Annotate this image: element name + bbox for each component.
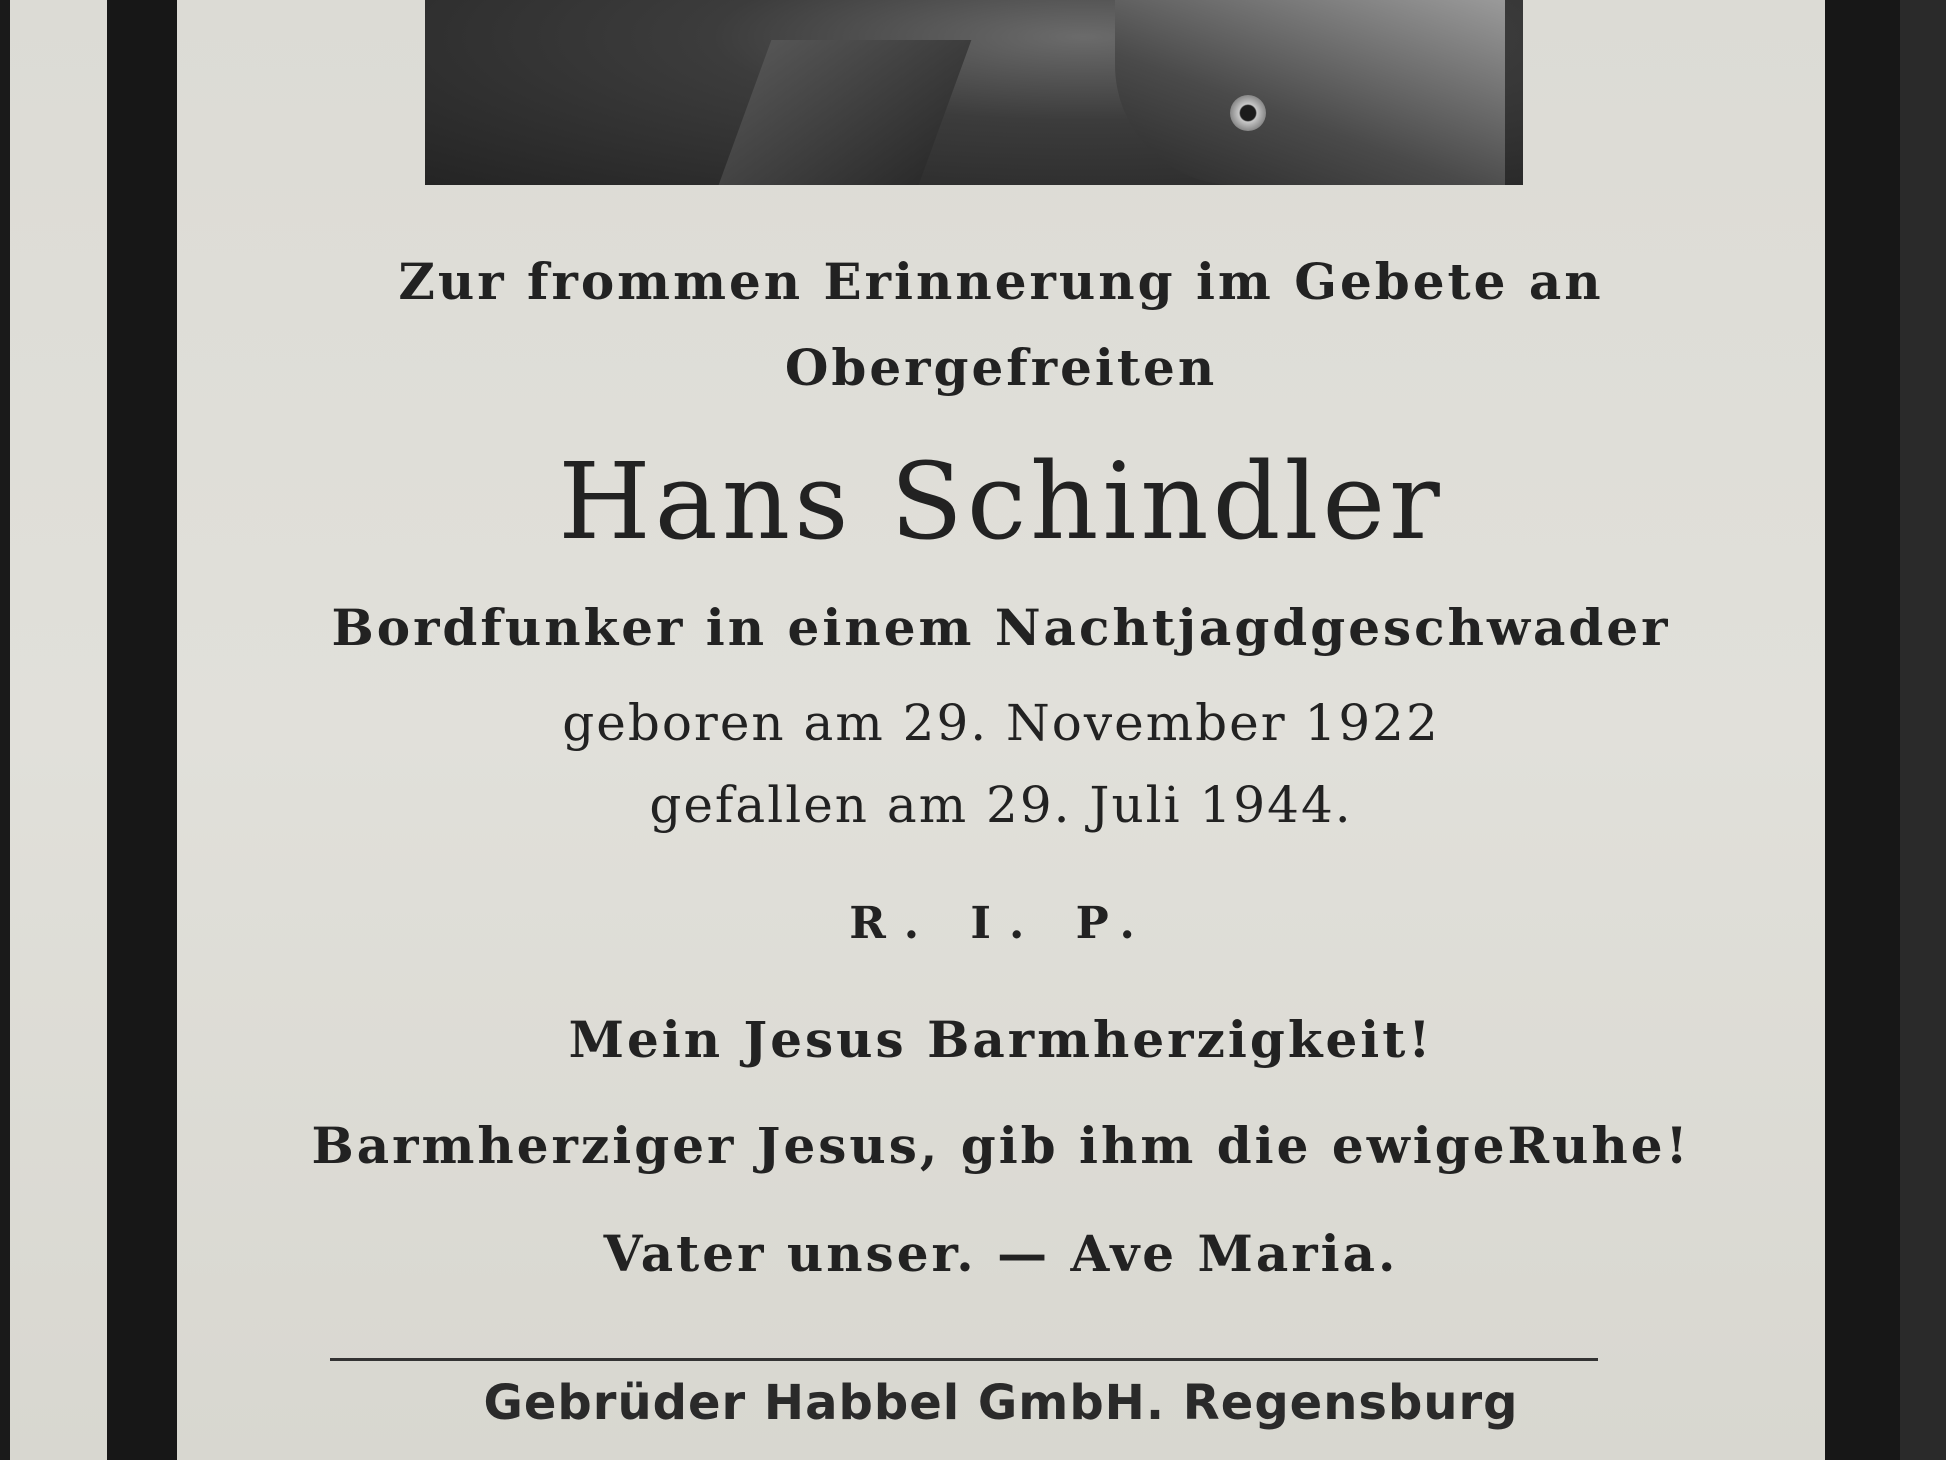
background-edge-right — [1900, 0, 1946, 1460]
rip-line: R. I. P. — [849, 898, 1153, 949]
uniform-collar-left — [719, 40, 972, 185]
deceased-name: Hans Schindler — [558, 440, 1444, 563]
birth-date-line: geboren am 29. November 1922 — [562, 694, 1440, 752]
uniform-button — [1230, 95, 1266, 131]
uniform-collar-right — [1115, 0, 1505, 185]
role-line: Bordfunker in einem Nachtjagdgeschwader — [331, 598, 1671, 657]
death-date-line: gefallen am 29. Juli 1944. — [649, 776, 1353, 834]
rank-line: Obergefreiten — [784, 338, 1218, 397]
divider-rule — [330, 1358, 1598, 1361]
mourning-border-right — [1825, 0, 1900, 1460]
portrait-photo — [425, 0, 1523, 185]
memorial-card — [10, 0, 1900, 1460]
prayer-line-1: Mein Jesus Barmherzigkeit! — [568, 1010, 1434, 1069]
printer-imprint: Gebrüder Habbel GmbH. Regensburg — [483, 1375, 1519, 1431]
dedication-line: Zur frommen Erinnerung im Gebete an — [398, 252, 1604, 311]
prayer-line-3: Vater unser. — Ave Maria. — [603, 1224, 1399, 1283]
mourning-border-left — [107, 0, 177, 1460]
background-edge-left — [0, 0, 10, 1460]
prayer-line-2: Barmherziger Jesus, gib ihm die ewigeRuhe! — [311, 1116, 1691, 1175]
